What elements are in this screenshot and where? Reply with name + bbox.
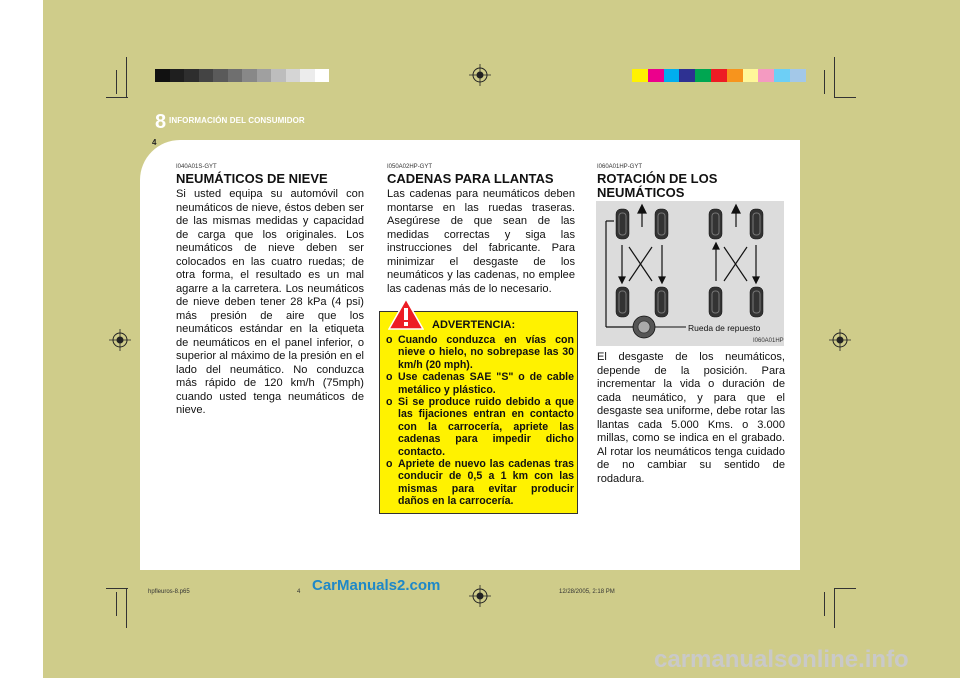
crop-mark	[824, 70, 825, 94]
warning-item: o Cuando conduzca en vías con nieve o hielo, no sobrepase las 30 km/h (20 mph).	[386, 334, 574, 371]
spare-tire-icon	[633, 316, 655, 338]
calibration-swatch	[679, 69, 695, 82]
footer-file: hpfleuros-8.p65	[148, 589, 190, 595]
footer-page: 4	[297, 589, 301, 595]
registration-mark-icon	[829, 329, 851, 351]
warning-item: o Use cadenas SAE "S" o de cable metálico y plástico.	[386, 371, 574, 396]
chapter-title: INFORMACIÓN DEL CONSUMIDOR	[169, 116, 305, 125]
footer-date: 12/28/2005, 2:18 PM	[559, 589, 615, 595]
arrow-up-icon	[638, 205, 646, 213]
chapter-number: 8	[155, 111, 167, 133]
calibration-swatch	[271, 69, 286, 82]
calibration-swatch	[242, 69, 257, 82]
warning-triangle-icon	[388, 298, 424, 330]
calibration-swatch	[170, 69, 185, 82]
calibration-swatch	[632, 69, 648, 82]
section-title: CADENAS PARA LLANTAS	[387, 171, 554, 186]
calibration-swatch	[286, 69, 301, 82]
calibration-swatch	[300, 69, 315, 82]
warning-item: o Si se produce ruido debido a que las fijaciones entran en contacto con la carrocería, apriete las cadenas para impedir dicho contacto.	[386, 396, 574, 458]
crop-mark	[834, 97, 856, 98]
calibration-swatch	[155, 69, 170, 82]
section-tire-rotation	[597, 164, 785, 202]
warning-list	[386, 334, 574, 508]
calibration-swatch	[790, 69, 806, 82]
calibration-swatch	[199, 69, 214, 82]
registration-mark-icon	[469, 64, 491, 86]
crop-mark	[126, 57, 127, 97]
crop-mark	[834, 588, 835, 628]
calibration-swatch	[711, 69, 727, 82]
section-snow-tires	[176, 164, 364, 418]
grayscale-calibration-bar	[155, 69, 329, 82]
registration-mark-icon	[109, 329, 131, 351]
calibration-swatch	[774, 69, 790, 82]
section-tire-chains	[387, 164, 575, 296]
section-code: I060A01HP-GYT	[597, 164, 643, 170]
tire-rotation-diagram	[596, 201, 784, 346]
crop-mark	[106, 97, 128, 98]
section-code: I040A01S-GYT	[176, 164, 217, 170]
crop-mark	[824, 592, 825, 616]
calibration-swatch	[758, 69, 774, 82]
calibration-swatch	[257, 69, 272, 82]
crop-mark	[106, 588, 128, 589]
section-title: NEUMÁTICOS	[597, 185, 685, 200]
calibration-swatch	[184, 69, 199, 82]
calibration-swatch	[695, 69, 711, 82]
watermark-left: CarManuals2.com	[312, 577, 441, 594]
arrow-up-icon	[732, 205, 740, 213]
section-text: Si usted equipa su automóvil con neumáticos de nieve, éstos deben ser de las mismas medidas y capacidad de carga que los originales. Los neumáticos de nieve deben ser colocados en las cuatro ruedas; de otra forma, el resultado es un mal agarre a la carretera. Los neumáticos de nieve deben tener 28 kPa (4 psi) más presión de aire que los neumáticos estándar en la etiqueta de neumáticos en el panel inferior, o superior al máximo de la presión en el lado del neumático. No conduzca más rápido de 120 km/h (75mph) cuando usted tenga neumáticos de nieve.	[176, 188, 364, 416]
crop-mark	[116, 592, 117, 616]
registration-mark-icon	[469, 585, 491, 607]
color-calibration-bar	[632, 69, 806, 82]
calibration-swatch	[315, 69, 330, 82]
calibration-swatch	[228, 69, 243, 82]
calibration-swatch	[648, 69, 664, 82]
calibration-swatch	[664, 69, 680, 82]
warning-item: o Apriete de nuevo las cadenas tras conducir de 0,5 a 1 km con las mismas para evitar producir daños en la carrocería.	[386, 458, 574, 508]
calibration-swatch	[727, 69, 743, 82]
crop-mark	[834, 588, 856, 589]
spare-tire-label: Rueda de repuesto	[688, 323, 761, 333]
crop-mark	[834, 57, 835, 97]
diagram-code: I060A01HP	[753, 338, 784, 344]
section-code: I050A02HP-GYT	[387, 164, 433, 170]
calibration-swatch	[743, 69, 759, 82]
warning-box	[379, 311, 578, 514]
watermark-right: carmanualsonline.info	[654, 646, 909, 673]
calibration-swatch	[213, 69, 228, 82]
crop-mark	[126, 588, 127, 628]
warning-title: ADVERTENCIA:	[432, 319, 516, 331]
section-text: Las cadenas para neumáticos deben montarse en las ruedas traseras. Asegúrese de que sean de las medidas correctas y siga las instrucciones del fabricante. Para minimizar el desgaste de los neumáticos y las cadenas, no emplee las cadenas más de lo necesario.	[387, 188, 575, 295]
section-title: NEUMÁTICOS DE NIEVE	[176, 171, 328, 186]
crop-mark	[116, 70, 117, 94]
page-number: 4	[152, 138, 157, 147]
rotation-text: El desgaste de los neumáticos, depende de la posición. Para incrementar la vida o duración de cada neumático, y para que el desgaste sea uniforme, debe rotar las llantas cada 5.000 Kms. o 3.000 millas, como se indica en el grabado. Al rotar los neumáticos tenga cuidado de no cambiar su sentido de rodadura.	[597, 351, 785, 485]
section-title: ROTACIÓN DE LOS	[597, 171, 718, 186]
